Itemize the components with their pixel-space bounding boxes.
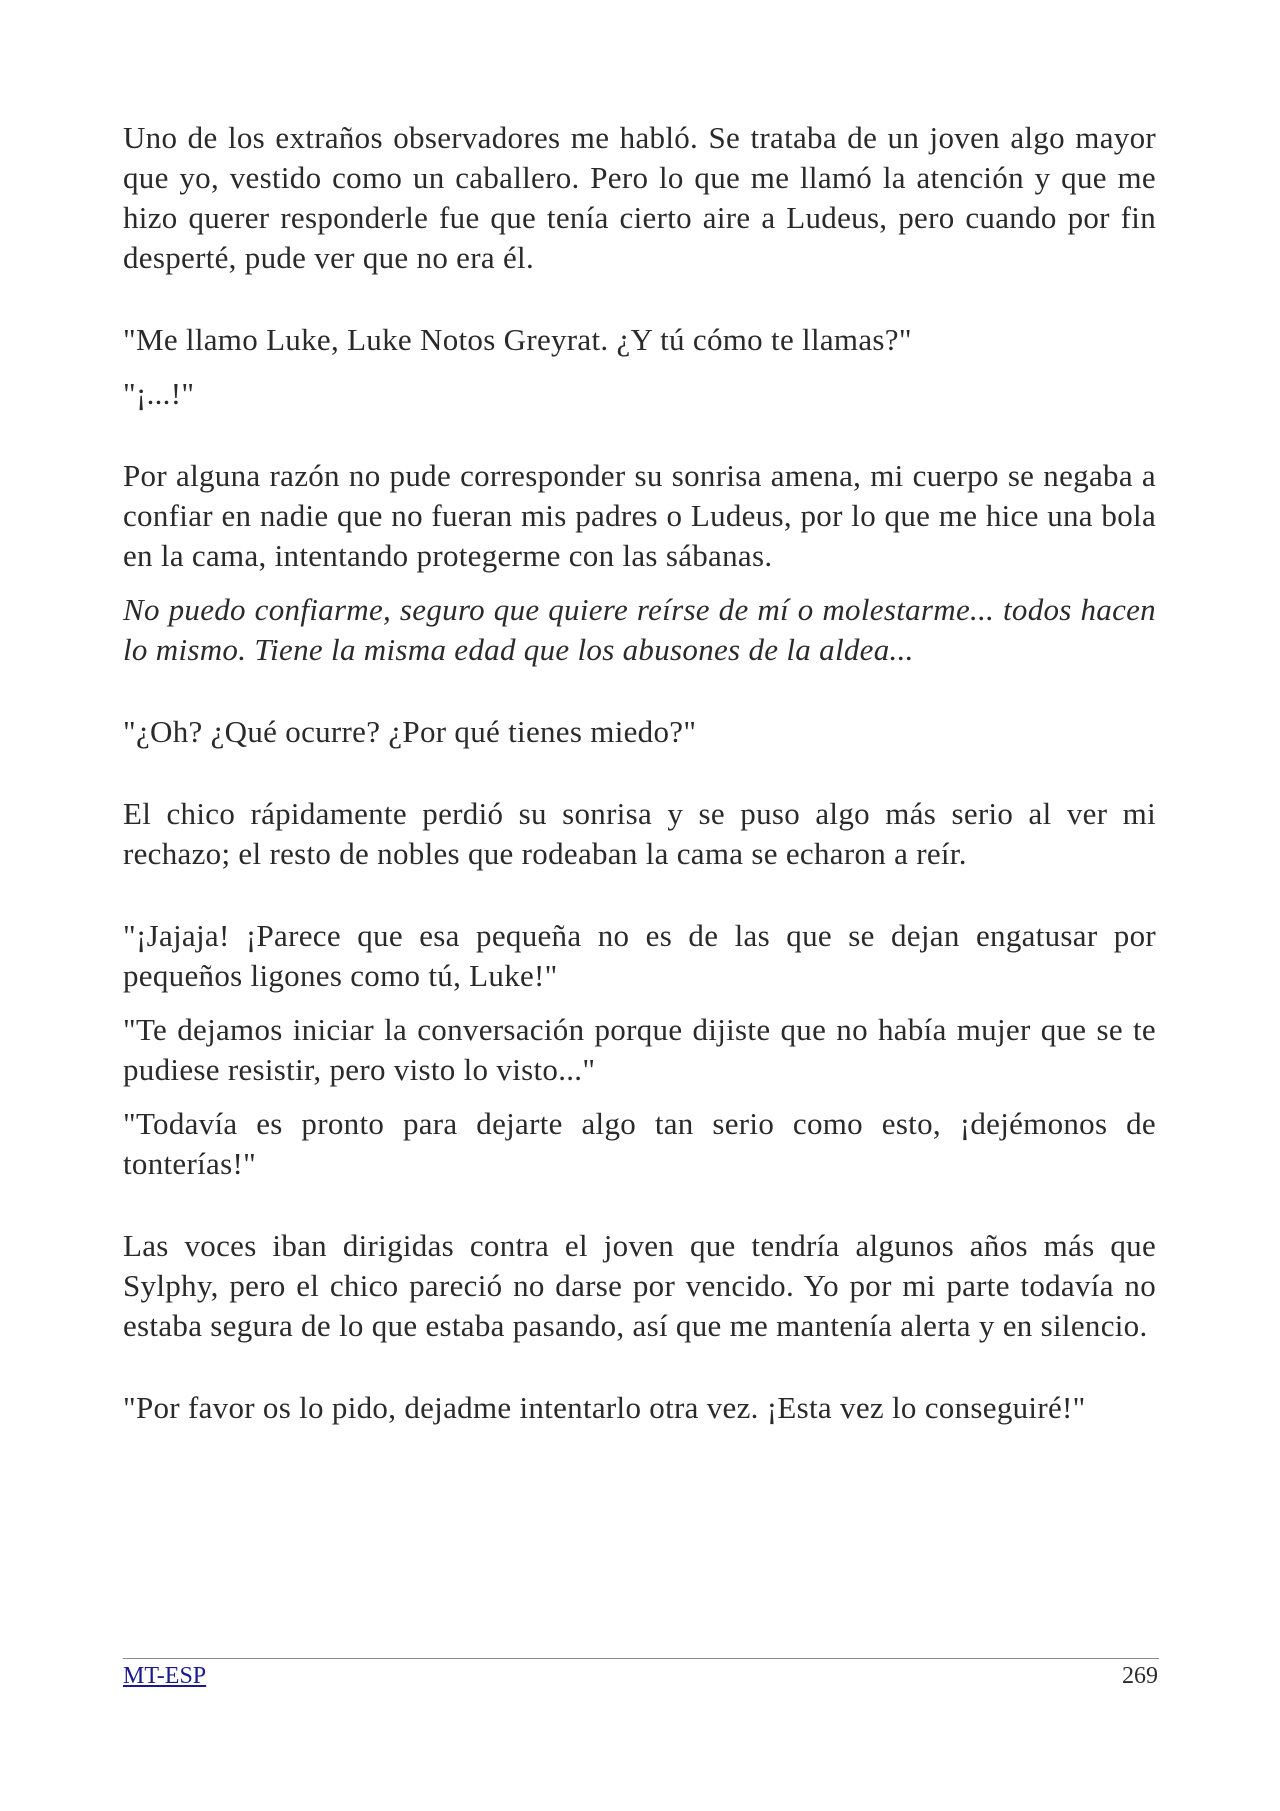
footer-link[interactable]: MT-ESP (123, 1663, 207, 1689)
inner-thought: No puedo confiarme, seguro que quiere reírse de mí o molestarme... todos hacen lo mismo. Tiene la misma edad que los abusones de la aldea... (123, 592, 1156, 667)
dialogue-line: "¡...!" (123, 376, 195, 411)
dialogue-line: "¡Jajaja! ¡Parece que esa pequeña no es de las que se dejan engatusar por pequeños ligones como tú, Luke!" (123, 918, 1156, 993)
footer-divider (123, 1658, 1159, 1659)
dialogue-line: "Te dejamos iniciar la conversación porque dijiste que no había mujer que se te pudiese resistir, pero visto lo visto..." (123, 1012, 1156, 1087)
paragraph: El chico rápidamente perdió su sonrisa y se puso algo más serio al ver mi rechazo; el resto de nobles que rodeaban la cama se echaron a reír. (123, 796, 1156, 871)
dialogue-line: "Por favor os lo pido, dejadme intentarlo otra vez. ¡Esta vez lo conseguiré!" (123, 1390, 1086, 1425)
paragraph: Por alguna razón no pude corresponder su sonrisa amena, mi cuerpo se negaba a confiar en nadie que no fueran mis padres o Ludeus, por lo que me hice una bola en la cama, intentando protegerme con las sábanas. (123, 458, 1156, 573)
dialogue-line: "Todavía es pronto para dejarte algo tan serio como esto, ¡dejémonos de tonterías!" (123, 1106, 1156, 1181)
dialogue-line: "¿Oh? ¿Qué ocurre? ¿Por qué tienes miedo?" (123, 714, 697, 749)
paragraph: Las voces iban dirigidas contra el joven que tendría algunos años más que Sylphy, pero el chico pareció no darse por vencido. Yo por mi parte todavía no estaba segura de lo que estaba pasando, así que me mantenía alerta y en silencio. (123, 1228, 1156, 1343)
dialogue-line: "Me llamo Luke, Luke Notos Greyrat. ¿Y tú cómo te llamas?" (123, 322, 912, 357)
body-text (123, 118, 1156, 1428)
paragraph: Uno de los extraños observadores me habló. Se trataba de un joven algo mayor que yo, vestido como un caballero. Pero lo que me llamó la atención y que me hizo querer responderle fue que tenía cierto aire a Ludeus, pero cuando por fin desperté, pude ver que no era él. (123, 120, 1156, 275)
page-number: 269 (1122, 1663, 1158, 1689)
